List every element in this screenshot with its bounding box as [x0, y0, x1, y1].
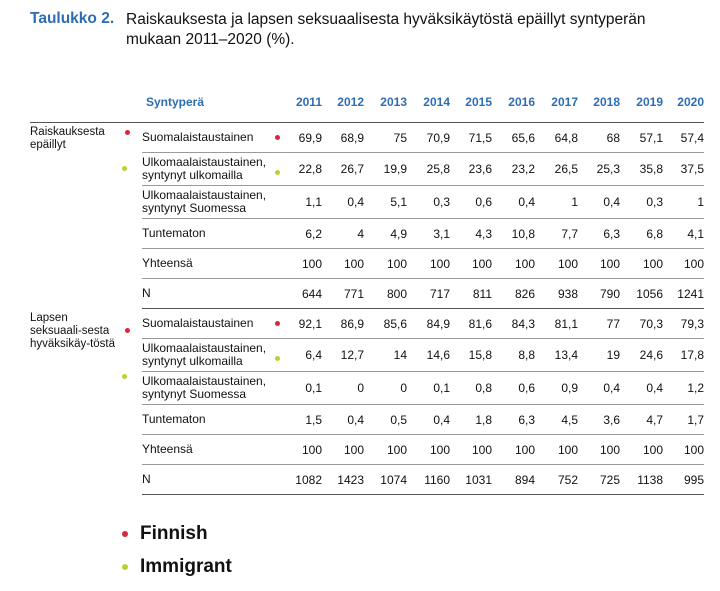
value-cell: 1241	[663, 279, 704, 309]
category-cell	[142, 123, 281, 153]
value-cell: 752	[535, 465, 578, 495]
value-cell: 995	[663, 465, 704, 495]
value-cell: 1138	[620, 465, 663, 495]
category-cell	[142, 465, 281, 495]
value-cell: 0,3	[407, 186, 450, 219]
category-label: N	[142, 472, 151, 486]
category-cell	[142, 309, 281, 339]
value-cell: 100	[450, 249, 492, 279]
header-year: 2018	[578, 82, 620, 123]
header-year: 2017	[535, 82, 578, 123]
finnish-marker-icon	[275, 135, 280, 140]
immigrant-marker-icon	[122, 374, 127, 379]
value-cell: 15,8	[450, 339, 492, 372]
category-label: Suomalaistaustainen	[142, 130, 254, 144]
value-cell: 0,1	[407, 372, 450, 405]
value-cell: 65,6	[492, 123, 535, 153]
value-cell: 894	[492, 465, 535, 495]
value-cell: 37,5	[663, 153, 704, 186]
value-cell: 100	[492, 435, 535, 465]
value-cell: 0,4	[620, 372, 663, 405]
value-cell: 25,3	[578, 153, 620, 186]
value-cell: 86,9	[322, 309, 364, 339]
value-cell: 3,1	[407, 219, 450, 249]
value-cell: 0,1	[281, 372, 322, 405]
value-cell: 81,6	[450, 309, 492, 339]
value-cell: 64,8	[535, 123, 578, 153]
value-cell: 0,4	[407, 405, 450, 435]
value-cell: 12,7	[322, 339, 364, 372]
category-cell	[142, 153, 281, 186]
value-cell: 5,1	[364, 186, 407, 219]
category-label: Ulkomaalaistaustainen, syntynyt ulkomailla	[142, 341, 267, 368]
value-cell: 25,8	[407, 153, 450, 186]
table-row	[30, 123, 704, 153]
value-cell: 19	[578, 339, 620, 372]
value-cell: 4,5	[535, 405, 578, 435]
value-cell: 8,8	[492, 339, 535, 372]
category-label: Ulkomaalaistaustainen, syntynyt Suomessa	[142, 188, 267, 215]
value-cell: 14	[364, 339, 407, 372]
value-cell: 92,1	[281, 309, 322, 339]
header-year: 2012	[322, 82, 364, 123]
value-cell: 7,7	[535, 219, 578, 249]
value-cell: 84,3	[492, 309, 535, 339]
value-cell: 0,8	[450, 372, 492, 405]
category-cell	[142, 435, 281, 465]
value-cell: 100	[322, 249, 364, 279]
finnish-legend-dot-icon	[122, 531, 128, 537]
header-group-cell	[30, 82, 142, 123]
value-cell: 771	[322, 279, 364, 309]
value-cell: 1074	[364, 465, 407, 495]
value-cell: 938	[535, 279, 578, 309]
value-cell: 70,3	[620, 309, 663, 339]
value-cell: 23,2	[492, 153, 535, 186]
header-year: 2013	[364, 82, 407, 123]
value-cell: 100	[364, 249, 407, 279]
value-cell: 100	[663, 435, 704, 465]
category-label: Suomalaistaustainen	[142, 316, 254, 330]
value-cell: 68,9	[322, 123, 364, 153]
value-cell: 6,3	[492, 405, 535, 435]
value-cell: 1,7	[663, 405, 704, 435]
value-cell: 0,6	[492, 372, 535, 405]
value-cell: 0,3	[620, 186, 663, 219]
value-cell: 0,5	[364, 405, 407, 435]
value-cell: 0	[364, 372, 407, 405]
value-cell: 75	[364, 123, 407, 153]
value-cell: 13,4	[535, 339, 578, 372]
value-cell: 826	[492, 279, 535, 309]
category-cell	[142, 339, 281, 372]
category-cell	[142, 249, 281, 279]
category-label: Tuntematon	[142, 412, 206, 426]
value-cell: 81,1	[535, 309, 578, 339]
value-cell: 35,8	[620, 153, 663, 186]
value-cell: 1,2	[663, 372, 704, 405]
legend-label: Finnish	[140, 523, 208, 544]
value-cell: 100	[281, 249, 322, 279]
value-cell: 1,1	[281, 186, 322, 219]
value-cell: 100	[450, 435, 492, 465]
value-cell: 57,4	[663, 123, 704, 153]
legend-item	[122, 556, 232, 578]
value-cell: 100	[663, 249, 704, 279]
value-cell: 0,4	[322, 405, 364, 435]
value-cell: 4,7	[620, 405, 663, 435]
value-cell: 19,9	[364, 153, 407, 186]
header-year: 2014	[407, 82, 450, 123]
value-cell: 6,2	[281, 219, 322, 249]
value-cell: 0,9	[535, 372, 578, 405]
value-cell: 14,6	[407, 339, 450, 372]
value-cell: 70,9	[407, 123, 450, 153]
header-row	[30, 82, 704, 123]
value-cell: 717	[407, 279, 450, 309]
value-cell: 100	[535, 435, 578, 465]
header-year: 2019	[620, 82, 663, 123]
immigrant-legend-dot-icon	[122, 564, 128, 570]
category-label: N	[142, 286, 151, 300]
value-cell: 800	[364, 279, 407, 309]
header-category: Syntyperä	[142, 82, 281, 123]
value-cell: 100	[407, 249, 450, 279]
value-cell: 26,7	[322, 153, 364, 186]
immigrant-marker-icon	[122, 166, 127, 171]
value-cell: 100	[364, 435, 407, 465]
value-cell: 100	[281, 435, 322, 465]
data-table	[30, 82, 704, 495]
group-label-text: Lapsen seksuaali-sesta hyväksikäy-töstä	[30, 311, 116, 350]
finnish-marker-icon	[125, 328, 130, 333]
category-label: Tuntematon	[142, 226, 206, 240]
value-cell: 1423	[322, 465, 364, 495]
finnish-marker-icon	[125, 130, 130, 135]
value-cell: 6,4	[281, 339, 322, 372]
category-cell	[142, 186, 281, 219]
immigrant-marker-icon	[275, 356, 280, 361]
value-cell: 4,3	[450, 219, 492, 249]
category-cell	[142, 405, 281, 435]
value-cell: 23,6	[450, 153, 492, 186]
value-cell: 100	[620, 435, 663, 465]
value-cell: 4,9	[364, 219, 407, 249]
value-cell: 100	[322, 435, 364, 465]
value-cell: 100	[620, 249, 663, 279]
value-cell: 1	[535, 186, 578, 219]
value-cell: 84,9	[407, 309, 450, 339]
value-cell: 0	[322, 372, 364, 405]
value-cell: 1082	[281, 465, 322, 495]
value-cell: 0,4	[492, 186, 535, 219]
value-cell: 644	[281, 279, 322, 309]
value-cell: 0,4	[322, 186, 364, 219]
legend-item	[122, 523, 208, 545]
value-cell: 0,4	[578, 372, 620, 405]
category-label: Ulkomaalaistaustainen, syntynyt Suomessa	[142, 374, 267, 401]
header-year: 2011	[281, 82, 322, 123]
category-cell	[142, 219, 281, 249]
value-cell: 71,5	[450, 123, 492, 153]
value-cell: 3,6	[578, 405, 620, 435]
value-cell: 17,8	[663, 339, 704, 372]
header-year: 2015	[450, 82, 492, 123]
value-cell: 79,3	[663, 309, 704, 339]
value-cell: 100	[578, 249, 620, 279]
value-cell: 0,6	[450, 186, 492, 219]
value-cell: 10,8	[492, 219, 535, 249]
value-cell: 790	[578, 279, 620, 309]
value-cell: 26,5	[535, 153, 578, 186]
value-cell: 6,3	[578, 219, 620, 249]
group-label	[30, 309, 142, 495]
category-label: Ulkomaalaistaustainen, syntynyt ulkomailla	[142, 155, 267, 182]
category-label: Yhteensä	[142, 256, 193, 270]
group-label-text: Raiskauksesta epäillyt	[30, 126, 105, 151]
value-cell: 1056	[620, 279, 663, 309]
value-cell: 4,1	[663, 219, 704, 249]
value-cell: 1	[663, 186, 704, 219]
value-cell: 1,8	[450, 405, 492, 435]
table-caption: Raiskauksesta ja lapsen seksuaalisesta hyväksikäytöstä epäillyt syntyperän mukaan 2011–2020 (%).	[126, 11, 646, 48]
value-cell: 1160	[407, 465, 450, 495]
value-cell: 100	[407, 435, 450, 465]
header-year: 2016	[492, 82, 535, 123]
value-cell: 100	[578, 435, 620, 465]
value-cell: 69,9	[281, 123, 322, 153]
value-cell: 57,1	[620, 123, 663, 153]
value-cell: 811	[450, 279, 492, 309]
finnish-marker-icon	[275, 321, 280, 326]
value-cell: 4	[322, 219, 364, 249]
value-cell: 100	[492, 249, 535, 279]
category-label: Yhteensä	[142, 442, 193, 456]
value-cell: 77	[578, 309, 620, 339]
value-cell: 100	[535, 249, 578, 279]
table-row	[30, 309, 704, 339]
category-cell	[142, 279, 281, 309]
value-cell: 1031	[450, 465, 492, 495]
category-cell	[142, 372, 281, 405]
immigrant-marker-icon	[275, 170, 280, 175]
table-number: Taulukko 2.	[30, 10, 115, 27]
legend-label: Immigrant	[140, 556, 232, 577]
value-cell: 725	[578, 465, 620, 495]
value-cell: 1,5	[281, 405, 322, 435]
value-cell: 22,8	[281, 153, 322, 186]
value-cell: 68	[578, 123, 620, 153]
value-cell: 85,6	[364, 309, 407, 339]
value-cell: 24,6	[620, 339, 663, 372]
group-label	[30, 123, 142, 309]
value-cell: 6,8	[620, 219, 663, 249]
header-year: 2020	[663, 82, 704, 123]
value-cell: 0,4	[578, 186, 620, 219]
